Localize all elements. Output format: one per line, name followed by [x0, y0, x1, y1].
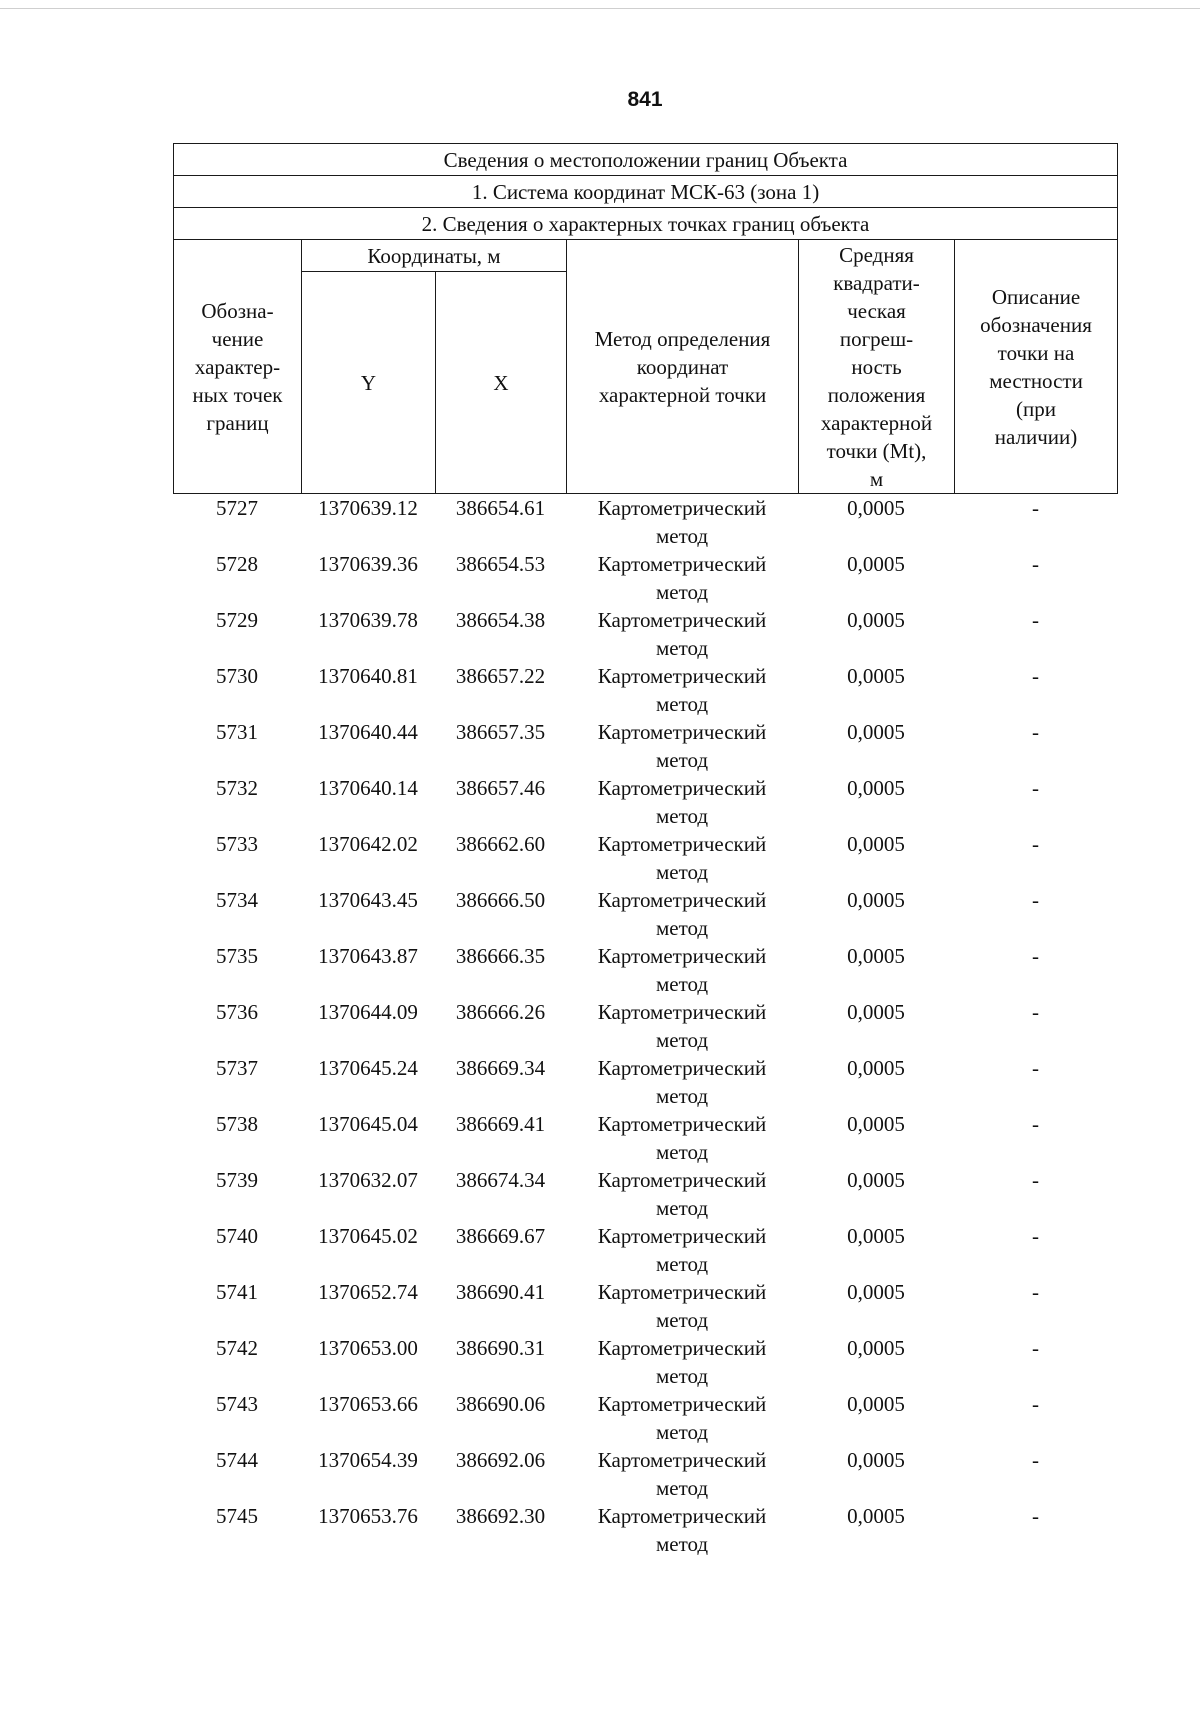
y-coordinate-cell: 1370653.76 [318, 1504, 418, 1528]
method-cell [566, 1390, 798, 1446]
method-line: Картометрический [597, 496, 767, 520]
table-row [173, 550, 1117, 606]
mt-error-cell: 0,0005 [847, 1224, 905, 1248]
header-description-line: (при [1016, 396, 1056, 421]
method-line: Картометрический [597, 1336, 767, 1360]
description-cell: - [1032, 1336, 1039, 1360]
y-coordinate-cell: 1370640.14 [318, 776, 418, 800]
header-designation-line: ных точек [192, 382, 283, 407]
method-line: метод [655, 1420, 709, 1444]
mt-error-cell: 0,0005 [847, 1392, 905, 1416]
table-row [173, 942, 1117, 998]
point-id-cell: 5735 [216, 944, 258, 968]
y-coordinate-cell: 1370643.45 [318, 888, 418, 912]
method-line: Картометрический [597, 888, 767, 912]
description-cell: - [1032, 888, 1039, 912]
method-line: метод [655, 1140, 709, 1164]
x-coordinate-cell: 386654.53 [455, 552, 546, 576]
header-designation [174, 240, 302, 494]
method-cell [566, 830, 798, 886]
method-cell [566, 886, 798, 942]
point-id-cell: 5732 [216, 776, 258, 800]
table-row [173, 830, 1117, 886]
mt-error-cell: 0,0005 [847, 496, 905, 520]
mt-error-cell: 0,0005 [847, 1448, 905, 1472]
table-row [173, 1502, 1117, 1558]
points-body [173, 494, 1117, 1558]
point-id-cell: 5743 [216, 1392, 258, 1416]
header-error [799, 240, 955, 494]
header-error-line: характерной [820, 410, 933, 435]
point-id-cell: 5737 [216, 1056, 258, 1080]
header-description-line: точки на [997, 340, 1075, 365]
header-method-line: координат [636, 354, 729, 379]
table-row [173, 1110, 1117, 1166]
header-description-line: Описание [991, 284, 1081, 309]
method-cell [566, 606, 798, 662]
x-coordinate-cell: 386674.34 [455, 1168, 546, 1192]
header-method [567, 240, 799, 494]
header-description [955, 240, 1118, 494]
mt-error-cell: 0,0005 [847, 552, 905, 576]
section-title: 2. Сведения о характерных точках границ объекта [174, 208, 1118, 240]
point-id-cell: 5744 [216, 1448, 258, 1472]
mt-error-cell: 0,0005 [847, 776, 905, 800]
method-line: Картометрический [597, 1280, 767, 1304]
method-line: Картометрический [597, 1000, 767, 1024]
method-line: метод [655, 1196, 709, 1220]
mt-error-cell: 0,0005 [847, 832, 905, 856]
table-row [173, 1334, 1117, 1390]
method-cell [566, 1166, 798, 1222]
x-coordinate-cell: 386692.30 [455, 1504, 546, 1528]
mt-error-cell: 0,0005 [847, 1504, 905, 1528]
method-line: Картометрический [597, 1392, 767, 1416]
header-description-line: обозначения [980, 312, 1092, 337]
x-coordinate-cell: 386666.50 [455, 888, 546, 912]
description-cell: - [1032, 552, 1039, 576]
table-row [173, 1054, 1117, 1110]
method-line: Картометрический [597, 552, 767, 576]
method-line: метод [655, 1084, 709, 1108]
table-row [173, 1278, 1117, 1334]
method-line: метод [655, 1308, 709, 1332]
x-coordinate-cell: 386657.46 [455, 776, 546, 800]
table-row [173, 1390, 1117, 1446]
point-id-cell: 5734 [216, 888, 258, 912]
page-number: 841 [627, 88, 663, 111]
header-error-line: Средняя [839, 242, 914, 267]
point-id-cell: 5742 [216, 1336, 258, 1360]
x-coordinate-cell: 386666.35 [455, 944, 546, 968]
method-line: Картометрический [597, 1056, 767, 1080]
point-id-cell: 5740 [216, 1224, 258, 1248]
x-coordinate-cell: 386654.61 [455, 496, 546, 520]
point-id-cell: 5729 [216, 608, 258, 632]
scan-top-rule [0, 8, 1200, 9]
method-line: метод [655, 916, 709, 940]
method-cell [566, 1110, 798, 1166]
header-designation-line: чение [211, 326, 264, 351]
method-line: метод [655, 1364, 709, 1388]
point-id-cell: 5741 [216, 1280, 258, 1304]
header-description-line: наличии) [994, 424, 1078, 449]
y-coordinate-cell: 1370645.04 [318, 1112, 418, 1136]
point-id-cell: 5727 [216, 496, 258, 520]
description-cell: - [1032, 1056, 1039, 1080]
method-line: Картометрический [597, 664, 767, 688]
method-cell [566, 1054, 798, 1110]
table-row [173, 662, 1117, 718]
table-title: Сведения о местоположении границ Объекта [174, 144, 1118, 176]
x-coordinate-cell: 386692.06 [455, 1448, 546, 1472]
method-line: метод [655, 860, 709, 884]
header-method-line: характерной точки [598, 382, 767, 407]
method-cell [566, 1502, 798, 1558]
method-line: Картометрический [597, 776, 767, 800]
mt-error-cell: 0,0005 [847, 1000, 905, 1024]
description-cell: - [1032, 1448, 1039, 1472]
header-error-line: м [869, 466, 884, 491]
y-coordinate-cell: 1370640.44 [318, 720, 418, 744]
description-cell: - [1032, 720, 1039, 744]
description-cell: - [1032, 1392, 1039, 1416]
description-cell: - [1032, 664, 1039, 688]
method-line: метод [655, 1028, 709, 1052]
x-coordinate-cell: 386690.06 [455, 1392, 546, 1416]
method-cell [566, 1446, 798, 1502]
y-coordinate-cell: 1370640.81 [318, 664, 418, 688]
table-row [173, 1222, 1117, 1278]
method-line: Картометрический [597, 1504, 767, 1528]
method-cell [566, 1278, 798, 1334]
y-coordinate-cell: 1370645.24 [318, 1056, 418, 1080]
header-designation-line: границ [206, 410, 269, 435]
method-line: метод [655, 636, 709, 660]
method-line: Картометрический [597, 1224, 767, 1248]
header-error-line: точки (Mt), [826, 438, 927, 463]
table-row [173, 998, 1117, 1054]
header-x: X [436, 272, 567, 494]
x-coordinate-cell: 386666.26 [455, 1000, 546, 1024]
method-line: метод [655, 1476, 709, 1500]
description-cell: - [1032, 832, 1039, 856]
method-line: метод [655, 1532, 709, 1556]
table-row [173, 494, 1117, 550]
header-error-line: ность [851, 354, 902, 379]
mt-error-cell: 0,0005 [847, 608, 905, 632]
x-coordinate-cell: 386690.31 [455, 1336, 546, 1360]
table-row [173, 606, 1117, 662]
method-cell [566, 774, 798, 830]
table-row [173, 718, 1117, 774]
y-coordinate-cell: 1370644.09 [318, 1000, 418, 1024]
point-id-cell: 5733 [216, 832, 258, 856]
y-coordinate-cell: 1370639.78 [318, 608, 418, 632]
mt-error-cell: 0,0005 [847, 1056, 905, 1080]
point-id-cell: 5731 [216, 720, 258, 744]
description-cell: - [1032, 1224, 1039, 1248]
mt-error-cell: 0,0005 [847, 720, 905, 744]
method-cell [566, 1334, 798, 1390]
point-id-cell: 5745 [216, 1504, 258, 1528]
method-line: метод [655, 1252, 709, 1276]
header-designation-line: характер- [194, 354, 281, 379]
description-cell: - [1032, 1000, 1039, 1024]
header-description-line: местности [989, 368, 1083, 393]
method-line: метод [655, 804, 709, 828]
x-coordinate-cell: 386657.22 [455, 664, 546, 688]
mt-error-cell: 0,0005 [847, 664, 905, 688]
y-coordinate-cell: 1370639.12 [318, 496, 418, 520]
y-coordinate-cell: 1370632.07 [318, 1168, 418, 1192]
header-error-line: ческая [847, 298, 906, 323]
mt-error-cell: 0,0005 [847, 944, 905, 968]
description-cell: - [1032, 496, 1039, 520]
point-id-cell: 5730 [216, 664, 258, 688]
mt-error-cell: 0,0005 [847, 1336, 905, 1360]
x-coordinate-cell: 386662.60 [455, 832, 546, 856]
coordinates-sheet [173, 143, 1117, 1558]
method-line: Картометрический [597, 608, 767, 632]
mt-error-cell: 0,0005 [847, 1280, 905, 1304]
coordinate-system: 1. Система координат МСК-63 (зона 1) [174, 176, 1118, 208]
header-method-line: Метод определения [594, 326, 771, 351]
y-coordinate-cell: 1370653.00 [318, 1336, 418, 1360]
method-line: метод [655, 972, 709, 996]
x-coordinate-cell: 386690.41 [455, 1280, 546, 1304]
mt-error-cell: 0,0005 [847, 1112, 905, 1136]
table-row [173, 1166, 1117, 1222]
method-line: Картометрический [597, 720, 767, 744]
method-cell [566, 550, 798, 606]
y-coordinate-cell: 1370652.74 [318, 1280, 418, 1304]
method-line: Картометрический [597, 1168, 767, 1192]
x-coordinate-cell: 386669.67 [455, 1224, 546, 1248]
x-coordinate-cell: 386657.35 [455, 720, 546, 744]
y-coordinate-cell: 1370639.36 [318, 552, 418, 576]
table-header [173, 143, 1118, 494]
method-line: метод [655, 580, 709, 604]
y-coordinate-cell: 1370653.66 [318, 1392, 418, 1416]
point-id-cell: 5739 [216, 1168, 258, 1192]
method-cell [566, 942, 798, 998]
description-cell: - [1032, 1168, 1039, 1192]
y-coordinate-cell: 1370642.02 [318, 832, 418, 856]
method-line: метод [655, 692, 709, 716]
point-id-cell: 5728 [216, 552, 258, 576]
method-line: метод [655, 748, 709, 772]
y-coordinate-cell: 1370645.02 [318, 1224, 418, 1248]
point-id-cell: 5738 [216, 1112, 258, 1136]
x-coordinate-cell: 386669.34 [455, 1056, 546, 1080]
header-y: Y [302, 272, 436, 494]
table-row [173, 1446, 1117, 1502]
y-coordinate-cell: 1370654.39 [318, 1448, 418, 1472]
y-coordinate-cell: 1370643.87 [318, 944, 418, 968]
description-cell: - [1032, 944, 1039, 968]
description-cell: - [1032, 1280, 1039, 1304]
method-cell [566, 494, 798, 550]
method-line: Картометрический [597, 944, 767, 968]
points-table [173, 494, 1117, 1558]
header-error-line: положения [827, 382, 926, 407]
method-cell [566, 998, 798, 1054]
description-cell: - [1032, 1504, 1039, 1528]
table-row [173, 774, 1117, 830]
point-id-cell: 5736 [216, 1000, 258, 1024]
description-cell: - [1032, 776, 1039, 800]
mt-error-cell: 0,0005 [847, 1168, 905, 1192]
method-line: Картометрический [597, 1112, 767, 1136]
method-line: Картометрический [597, 832, 767, 856]
header-coordinates: Координаты, м [302, 240, 567, 272]
method-line: метод [655, 524, 709, 548]
table-row [173, 886, 1117, 942]
header-error-line: квадрати- [833, 270, 920, 295]
method-line: Картометрический [597, 1448, 767, 1472]
description-cell: - [1032, 608, 1039, 632]
method-cell [566, 718, 798, 774]
method-cell [566, 662, 798, 718]
x-coordinate-cell: 386654.38 [455, 608, 546, 632]
x-coordinate-cell: 386669.41 [455, 1112, 546, 1136]
mt-error-cell: 0,0005 [847, 888, 905, 912]
description-cell: - [1032, 1112, 1039, 1136]
header-error-line: погреш- [839, 326, 914, 351]
header-designation-line: Обозна- [201, 298, 274, 323]
method-cell [566, 1222, 798, 1278]
